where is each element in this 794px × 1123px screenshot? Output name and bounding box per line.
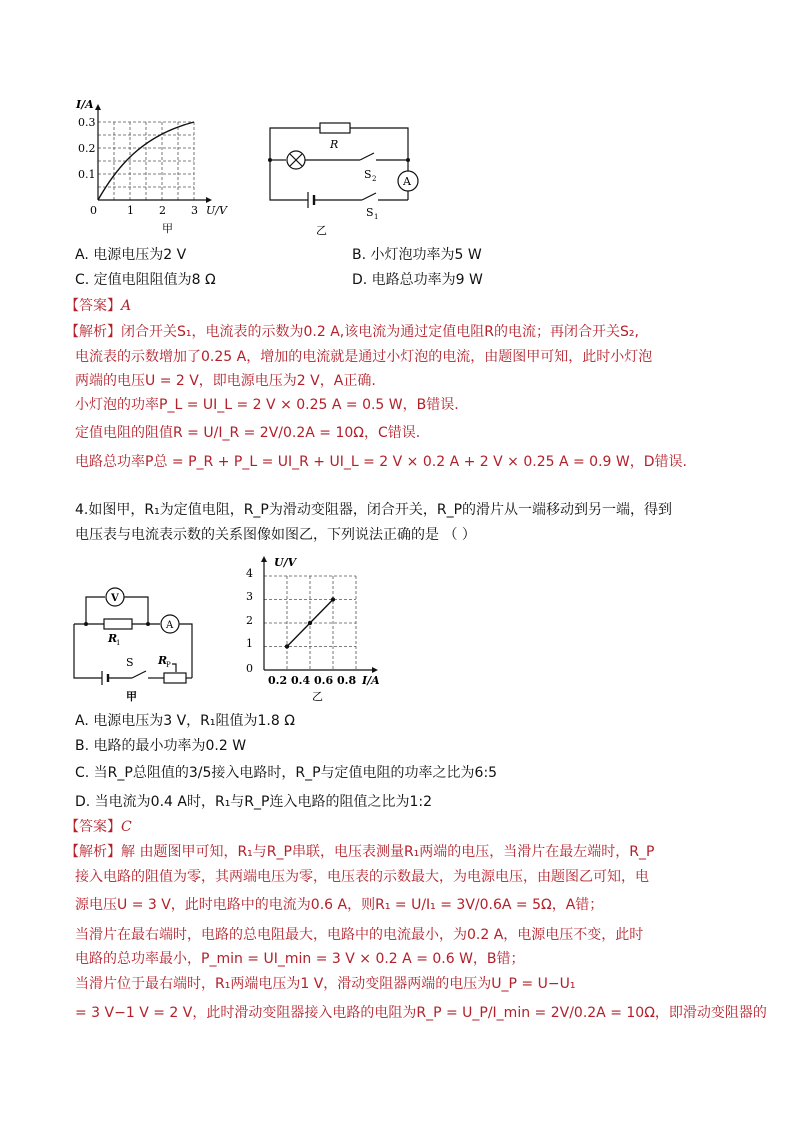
q3-analysis-line-3: 两端的电压U = 2 V，即电源电压为2 V，A正确. bbox=[75, 373, 376, 389]
switch-s1-sub: 1 bbox=[374, 213, 379, 221]
q4-option-a: A. 电源电压为3 V，R₁阻值为1.8 Ω bbox=[75, 713, 295, 729]
q4-analysis-line-2: 接入电路的阻值为零，其两端电压为零，电压表的示数最大，为电源电压，由题图乙可知，电 bbox=[75, 869, 649, 885]
q4-stem-line-2: 电压表与电流表示数的关系图像如图乙，下列说法正确的是 （ ） bbox=[75, 527, 476, 543]
y-axis-label: I/A bbox=[76, 98, 94, 111]
q4-analysis-line-1 bbox=[65, 841, 654, 861]
q4-answer-label: 【答案】 bbox=[65, 819, 121, 835]
rp-sub: P bbox=[166, 661, 171, 669]
q4-analysis-text-1: 解 由题图甲可知，R₁与R_P串联，电压表测量R₁两端的电压，当滑片在最左端时，R_P bbox=[121, 844, 655, 860]
q3-analysis-line-5: 定值电阻的阻值R = U/I_R = 2V/0.2A = 10Ω，C错误. bbox=[75, 425, 421, 441]
resistor-label: R bbox=[330, 138, 339, 151]
q4-option-c: C. 当R_P总阻值的3/5接入电路时，R_P与定值电阻的功率之比为6:5 bbox=[75, 765, 498, 781]
y-tick-4: 4 bbox=[246, 567, 253, 580]
q3-option-d: D. 电路总功率为9 W bbox=[352, 272, 483, 288]
y-tick-03: 0.3 bbox=[78, 116, 96, 129]
x-tick-2: 2 bbox=[159, 204, 166, 217]
y-axis-label: U/V bbox=[274, 556, 297, 569]
y-tick-3: 3 bbox=[246, 590, 253, 603]
ammeter-label: A bbox=[403, 175, 411, 188]
q4-answer bbox=[65, 816, 132, 836]
q3-analysis-line-4: 小灯泡的功率P_L = UI_L = 2 V × 0.25 A = 0.5 W，B错误. bbox=[75, 397, 459, 413]
q4-analysis-line-5: 电路的总功率最小，P_min = UI_min = 3 V × 0.2 A = 0.6 W，B错； bbox=[75, 951, 525, 967]
y-tick-0: 0 bbox=[246, 662, 253, 675]
q4-uv-graph bbox=[236, 548, 386, 708]
q4-option-b: B. 电路的最小功率为0.2 W bbox=[75, 738, 247, 754]
x-tick-1: 1 bbox=[127, 204, 134, 217]
q3-answer-label: 【答案】 bbox=[65, 298, 121, 314]
figure-caption-yi: 乙 bbox=[316, 224, 327, 237]
x-tick-08: 0.8 bbox=[337, 674, 357, 687]
q4-analysis-line-4: 当滑片在最右端时，电路的总电阻最大，电路中的电流最小，为0.2 A，电源电压不变，此时 bbox=[75, 927, 644, 943]
y-tick-01: 0.1 bbox=[78, 168, 96, 181]
x-axis-label: U/V bbox=[206, 204, 227, 217]
data-point bbox=[331, 597, 335, 601]
x-tick-0: 0 bbox=[90, 204, 97, 217]
q4-analysis-line-6: 当滑片位于最右端时，R₁两端电压为1 V，滑动变阻器两端的电压为U_P = U−U₁ bbox=[75, 976, 576, 992]
q3-option-c: C. 定值电阻阻值为8 Ω bbox=[75, 272, 216, 288]
q3-circuit bbox=[262, 118, 432, 238]
figure-caption-jia: 甲 bbox=[126, 690, 137, 702]
switch-s1-label: S bbox=[366, 206, 374, 219]
q3-option-a: A. 电源电压为2 V bbox=[75, 247, 187, 263]
voltmeter-label: V bbox=[111, 593, 119, 604]
q3-iu-graph bbox=[70, 92, 240, 237]
q4-analysis-line-7: = 3 V−1 V = 2 V，此时滑动变阻器接入电路的电阻为R_P = U_P/I_min = 2V/0.2A = 10Ω，即滑动变阻器的 bbox=[75, 1005, 767, 1021]
ammeter-label: A bbox=[166, 620, 174, 631]
x-axis-label: I/A bbox=[362, 674, 380, 687]
switch-label: S bbox=[126, 656, 134, 669]
q3-analysis-line-2: 电流表的示数增加了0.25 A，增加的电流就是通过小灯泡的电流，由题图甲可知，此时小灯泡 bbox=[75, 349, 653, 365]
data-point bbox=[308, 621, 312, 625]
x-tick-04: 0.4 bbox=[291, 674, 311, 687]
q4-circuit bbox=[66, 582, 206, 702]
x-tick-3: 3 bbox=[191, 204, 198, 217]
figure-caption-jia: 甲 bbox=[162, 222, 173, 235]
x-tick-06: 0.6 bbox=[314, 674, 334, 687]
q3-answer-value: A bbox=[121, 298, 132, 314]
q3-analysis-text-1: 闭合开关S₁，电流表的示数为0.2 A,该电流为通过定值电阻R的电流；再闭合开关S₂, bbox=[121, 324, 639, 340]
data-point bbox=[285, 644, 289, 648]
r1-label: R bbox=[108, 632, 118, 645]
y-tick-2: 2 bbox=[246, 614, 253, 627]
y-tick-1: 1 bbox=[246, 637, 253, 650]
switch-s2-label: S bbox=[364, 168, 372, 181]
q3-analysis-line-1 bbox=[65, 321, 639, 341]
q4-answer-value: C bbox=[121, 819, 132, 835]
q4-stem-line-1: 4.如图甲，R₁为定值电阻，R_P为滑动变阻器，闭合开关，R_P的滑片从一端移动到另一端，得到 bbox=[75, 502, 673, 518]
q3-analysis-label: 【解析】 bbox=[65, 324, 121, 340]
r1-sub: 1 bbox=[116, 639, 121, 647]
figure-caption-yi: 乙 bbox=[312, 690, 323, 703]
y-tick-02: 0.2 bbox=[78, 142, 96, 155]
q3-answer bbox=[65, 295, 131, 315]
switch-s2-sub: 2 bbox=[372, 175, 377, 183]
q4-analysis-line-3: 源电压U = 3 V，此时电路中的电流为0.6 A，则R₁ = U/I₁ = 3V/0.6A = 5Ω，A错； bbox=[75, 897, 604, 913]
q4-analysis-label: 【解析】 bbox=[65, 844, 121, 860]
rp-label: R bbox=[158, 654, 168, 667]
q4-option-d: D. 当电流为0.4 A时，R₁与R_P连入电路的阻值之比为1:2 bbox=[75, 794, 433, 810]
x-tick-02: 0.2 bbox=[268, 674, 288, 687]
q3-option-b: B. 小灯泡功率为5 W bbox=[352, 247, 482, 263]
q3-analysis-line-6: 电路总功率P总 = P_R + P_L = UI_R + UI_L = 2 V × 0.2 A + 2 V × 0.25 A = 0.9 W，D错误. bbox=[75, 454, 687, 470]
